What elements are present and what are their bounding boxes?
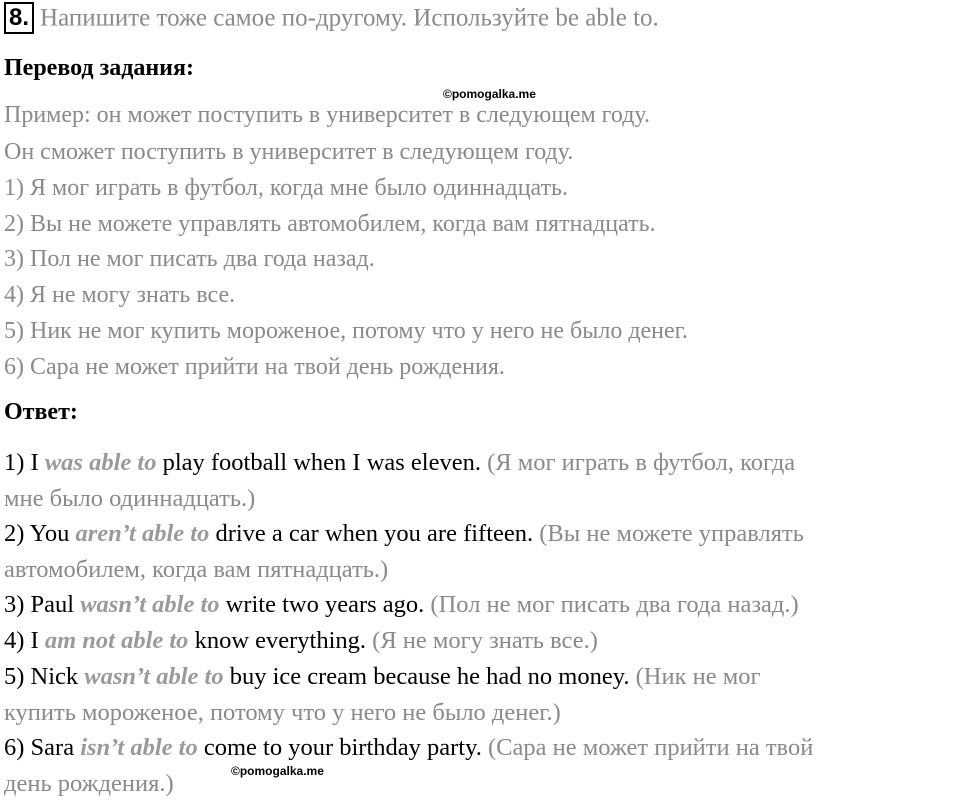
- answer-translation: (Вы не можете управлять: [533, 520, 804, 547]
- answer-translation-cont: купить мороженое, потому что у него не было денег.): [4, 699, 561, 726]
- answer-modal: am not able to: [44, 627, 189, 654]
- task-number: 8.: [4, 2, 34, 34]
- translation-line: 2) Вы не можете управлять автомобилем, когда вам пятнадцать.: [4, 211, 656, 237]
- answer-item-5: [4, 663, 761, 691]
- answer-text: play football when I was eleven.: [156, 449, 481, 476]
- task-title: Напишите тоже самое по-другому. Используйте be able to.: [40, 4, 659, 32]
- answer-translation: (Я не могу знать все.): [366, 627, 598, 654]
- answer-translation: (Я мог играть в футбол, когда: [480, 449, 796, 476]
- answer-text: buy ice cream because he had no money.: [223, 663, 630, 690]
- translation-line: 6) Сара не может прийти на твой день рождения.: [4, 354, 505, 380]
- answer-item-1: [4, 449, 795, 477]
- translation-line: 3) Пол не мог писать два года назад.: [4, 246, 375, 272]
- answer-translation-cont: мне было одиннадцать.): [4, 485, 256, 512]
- answer-item-6: [4, 734, 813, 762]
- translation-line: Он сможет поступить в университет в следующем году.: [4, 139, 574, 165]
- answer-item-3: [4, 591, 799, 619]
- answer-text: write two years ago.: [219, 591, 425, 618]
- answer-translation-cont: день рождения.): [4, 770, 174, 797]
- answer-translation: (Пол не мог писать два года назад.): [424, 591, 799, 618]
- translation-line: Пример: он может поступить в университет в следующем году.: [4, 102, 651, 128]
- answer-prefix: 4) I: [4, 627, 45, 654]
- translation-line: 1) Я мог играть в футбол, когда мне было одиннадцать.: [4, 175, 568, 201]
- answer-translation: (Ник не мог: [629, 663, 761, 690]
- watermark-top: ©pomogalka.me: [443, 87, 536, 101]
- translation-line: 5) Ник не мог купить мороженое, потому что у него не было денег.: [4, 318, 688, 344]
- answer-text: drive a car when you are fifteen.: [209, 520, 534, 547]
- translation-heading: Перевод задания:: [4, 55, 194, 81]
- answer-item-4: [4, 627, 598, 655]
- answer-item-2: [4, 520, 804, 548]
- answer-translation: (Сара не может прийти на твой: [481, 734, 814, 761]
- answer-modal: wasn’t able to: [80, 591, 220, 618]
- answer-prefix: 2) You: [4, 520, 76, 547]
- answer-translation-cont: автомобилем, когда вам пятнадцать.): [4, 556, 389, 583]
- answer-modal: isn’t able to: [80, 734, 198, 761]
- task-title-line: [4, 4, 659, 36]
- answer-text: know everything.: [188, 627, 367, 654]
- answer-heading: Ответ:: [4, 399, 78, 425]
- answer-prefix: 6) Sara: [4, 734, 81, 761]
- answer-prefix: 3) Paul: [4, 591, 81, 618]
- answer-prefix: 1) I: [4, 449, 45, 476]
- answer-text: come to your birthday party.: [197, 734, 482, 761]
- answer-modal: was able to: [44, 449, 157, 476]
- answer-prefix: 5) Nick: [4, 663, 85, 690]
- answer-modal: aren’t able to: [75, 520, 210, 547]
- watermark-bottom: ©pomogalka.me: [231, 764, 324, 778]
- translation-line: 4) Я не могу знать все.: [4, 282, 236, 308]
- answer-modal: wasn’t able to: [84, 663, 224, 690]
